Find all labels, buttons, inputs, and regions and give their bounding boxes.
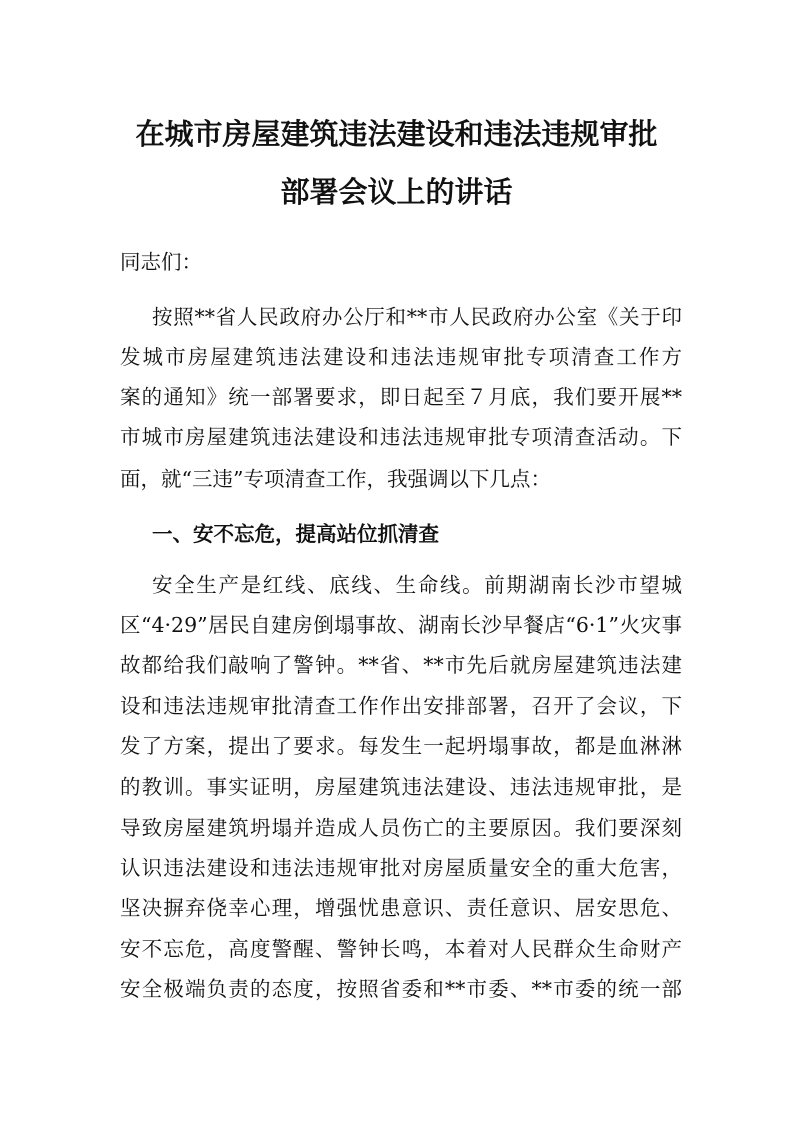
- paragraph-line: 坚决摒弃侥幸心理，增强忧患意识、责任意识、居安思危、: [120, 896, 682, 920]
- paragraph-line: 的教训。事实证明，房屋建筑违法建设、违法违规审批，是: [120, 775, 682, 799]
- paragraph-line: 设和违法违规审批清查工作作出安排部署，召开了会议，下: [120, 694, 682, 718]
- document-title-line-1: 在城市房屋建筑违法建设和违法违规审批: [135, 117, 658, 151]
- paragraph-line: 市城市房屋建筑违法建设和违法违规审批专项清查活动。下: [120, 425, 682, 449]
- paragraph-line: 安全生产是红线、底线、生命线。前期湖南长沙市望城: [152, 573, 682, 597]
- paragraph-line: 按照**省人民政府办公厅和**市人民政府办公室《关于印: [152, 305, 682, 329]
- paragraph-line: 区“4·29”居民自建房倒塌事故、湖南长沙早餐店“6·1”火灾事: [120, 613, 682, 637]
- paragraph-line: 发了方案，提出了要求。每发生一起坍塌事故，都是血淋淋: [120, 734, 682, 758]
- paragraph-line: 面，就“三违”专项清查工作，我强调以下几点：: [120, 467, 551, 491]
- paragraph-line: 认识违法建设和违法违规审批对房屋质量安全的重大危害，: [120, 856, 682, 880]
- paragraph-line: 案的通知》统一部署要求，即日起至７月底，我们要开展**: [120, 385, 682, 409]
- paragraph-line: 安不忘危，高度警醒、警钟长鸣，本着对人民群众生命财产: [120, 937, 682, 961]
- salutation: 同志们：: [120, 250, 202, 274]
- section-heading-1: 一、安不忘危，提高站位抓清查: [152, 522, 439, 546]
- paragraph-line: 故都给我们敲响了警钟。**省、**市先后就房屋建筑违法建: [120, 653, 682, 677]
- paragraph-line: 导致房屋建筑坍塌并造成人员伤亡的主要原因。我们要深刻: [120, 816, 682, 840]
- document-title-line-2: 部署会议上的讲话: [280, 175, 513, 209]
- paragraph-line: 安全极端负责的态度，按照省委和**市委、**市委的统一部: [120, 977, 682, 1001]
- paragraph-line: 发城市房屋建筑违法建设和违法违规审批专项清查工作方: [120, 345, 682, 369]
